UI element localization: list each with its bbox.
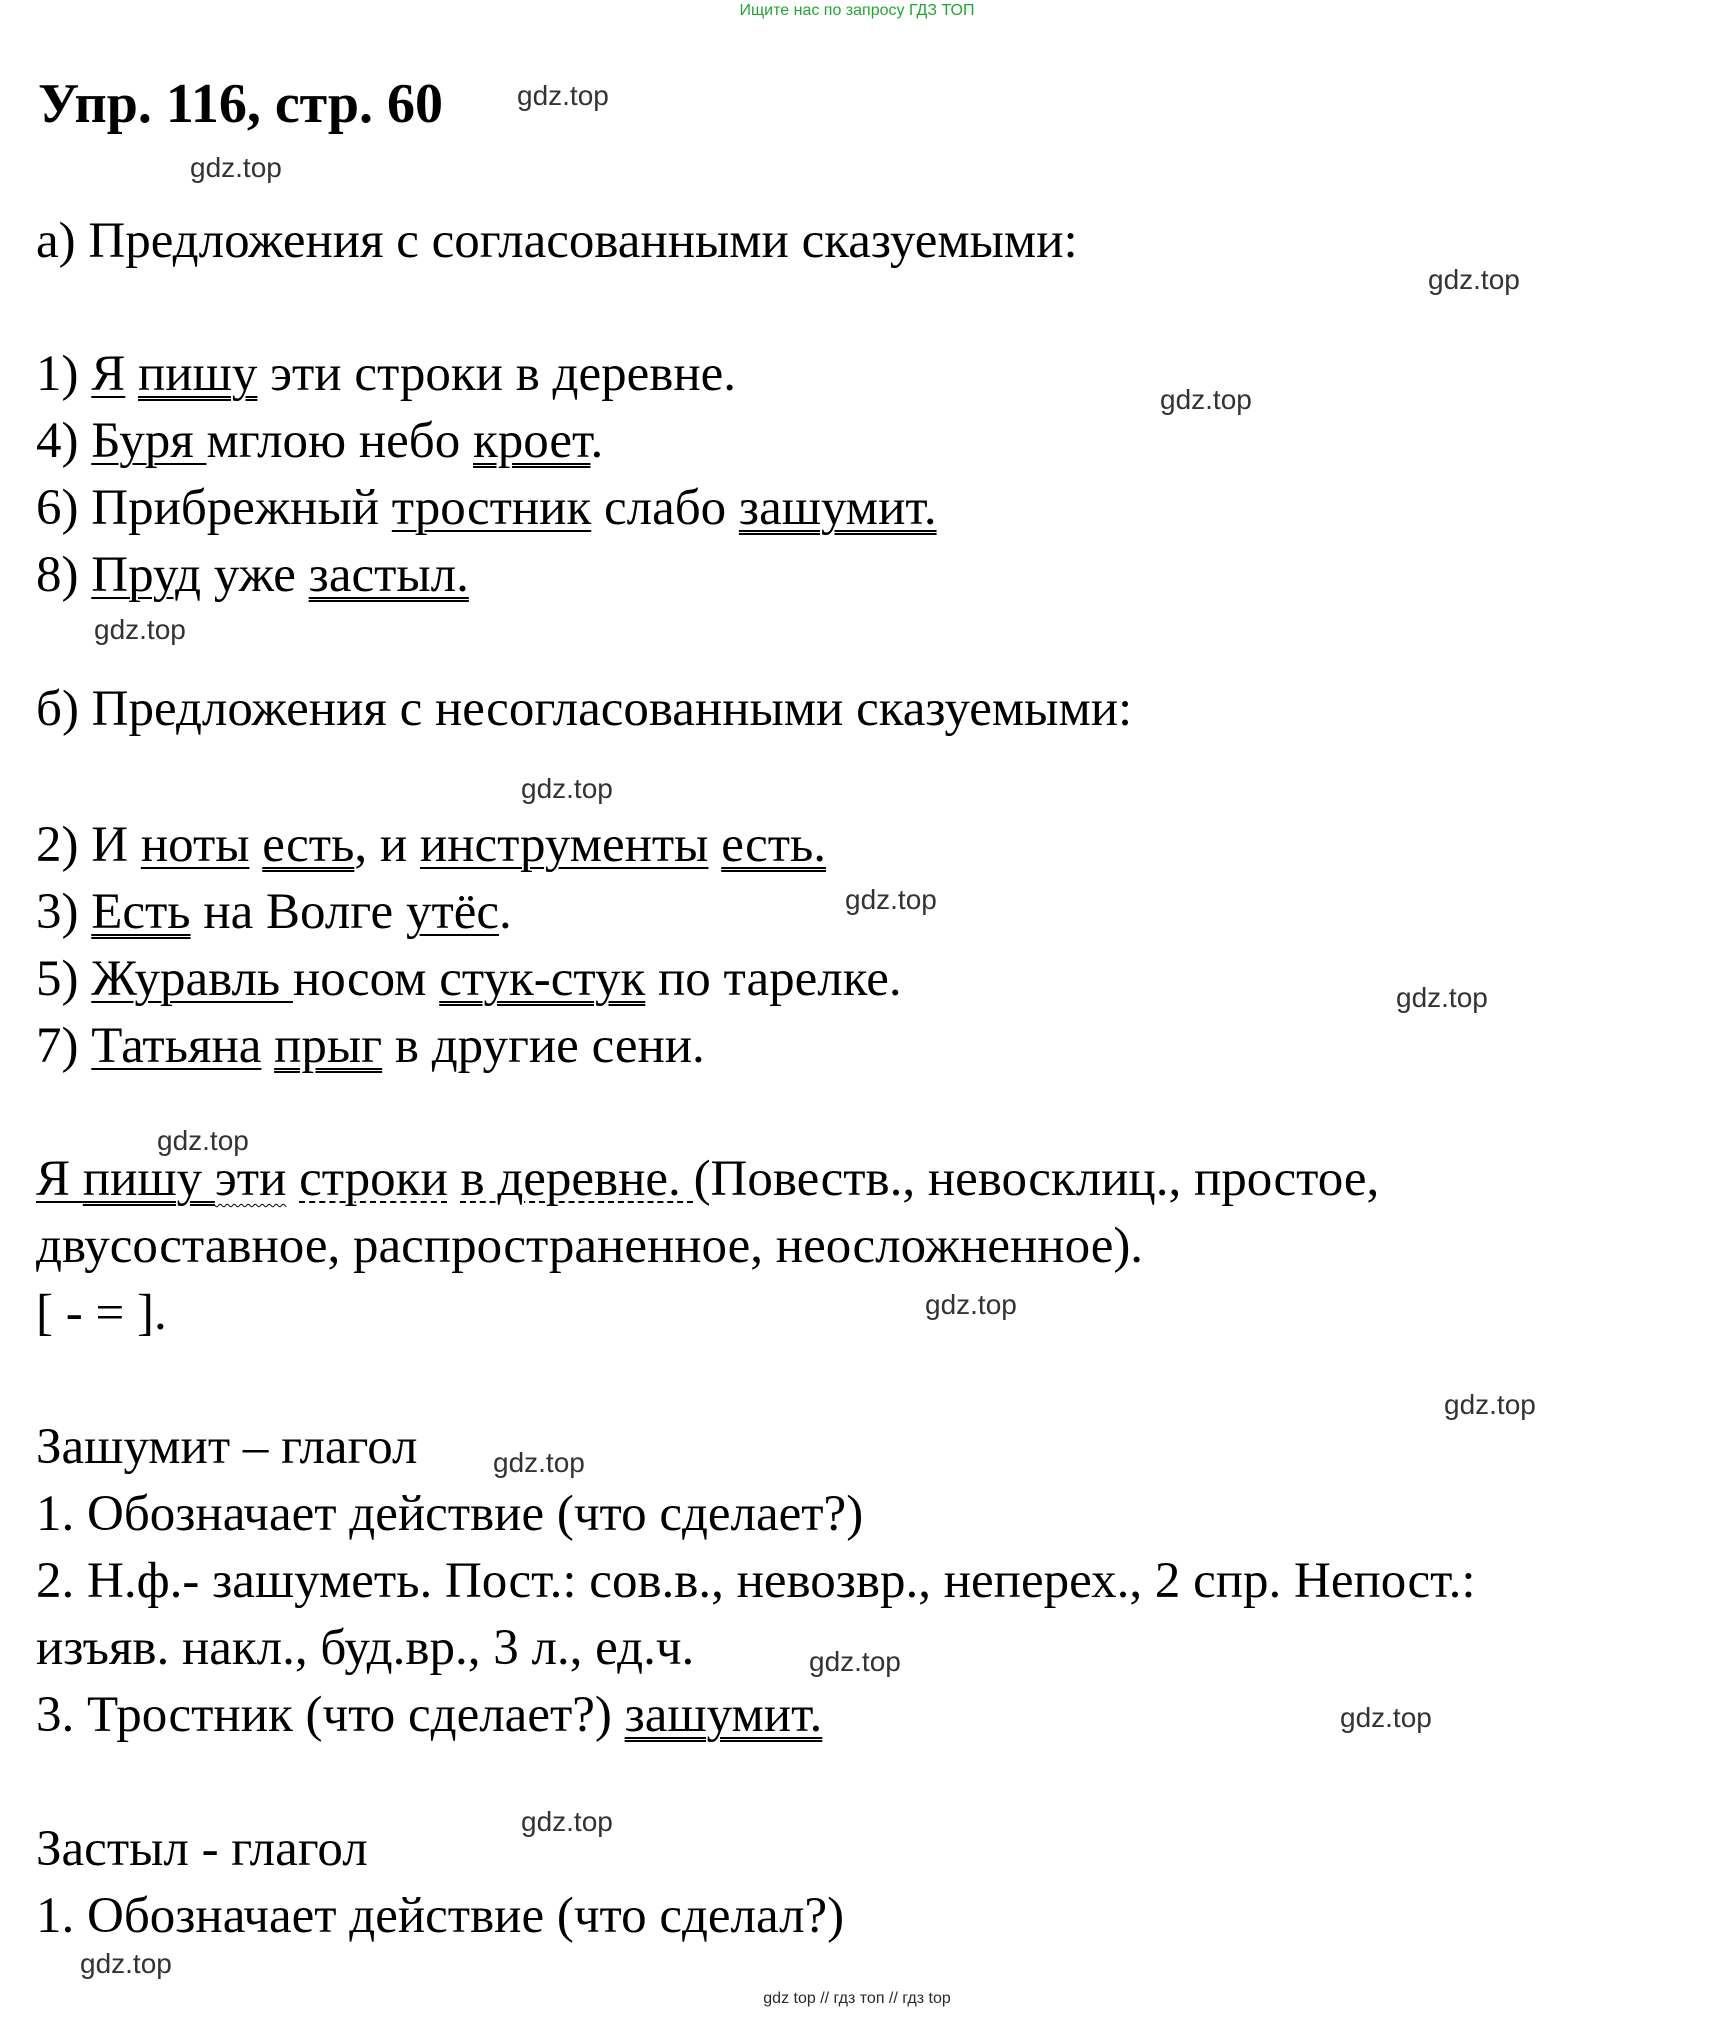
section-b-heading: б) Предложения с несогласованными сказуемыми: — [36, 681, 1133, 737]
sentence-analysis: Я пишу эти строки в деревне. (Повеств., невосклиц., простое, — [36, 1151, 1380, 1207]
watermark: gdz.top — [1160, 384, 1252, 415]
watermark: gdz.top — [1340, 1702, 1432, 1733]
watermark: gdz.top — [190, 152, 282, 183]
watermark: gdz.top — [157, 1125, 249, 1156]
watermark: gdz.top — [1396, 982, 1488, 1013]
verb1-heading: Зашумит – глагол — [36, 1419, 418, 1475]
verb2-line-1: 1. Обозначает действие (что сделал?) — [36, 1888, 845, 1944]
sentence-scheme: [ - = ]. — [36, 1285, 167, 1341]
watermark: gdz.top — [809, 1646, 901, 1677]
section-a-heading: а) Предложения с согласованными сказуемыми: — [36, 213, 1078, 269]
watermark: gdz.top — [517, 80, 609, 111]
watermark: gdz.top — [521, 773, 613, 804]
watermark: gdz.top — [1428, 264, 1520, 295]
verb1-line-4: 3. Тростник (что сделает?) зашумит. — [36, 1687, 823, 1743]
watermark: gdz.top — [925, 1289, 1017, 1320]
top-banner: Ищите нас по запросу ГДЗ ТОП — [739, 2, 975, 19]
watermark: gdz.top — [80, 1948, 172, 1979]
sentence-1: 1) Я пишу эти строки в деревне. — [36, 346, 737, 402]
sentence-8: 8) Пруд уже застыл. — [36, 547, 469, 603]
verb2-heading: Застыл - глагол — [36, 1821, 368, 1877]
watermark: gdz.top — [493, 1447, 585, 1478]
sentence-5: 5) Журавль носом стук-стук по тарелке. — [36, 951, 902, 1007]
bottom-banner: gdz top // гдз топ // гдз top — [763, 1990, 951, 2007]
sentence-3: 3) Есть на Волге утёс. — [36, 884, 512, 940]
exercise-title: Упр. 116, стр. 60 — [38, 73, 444, 135]
analysis-line-2: двусоставное, распространенное, неосложненное). — [36, 1218, 1144, 1274]
verb1-line-3: изъяв. накл., буд.вр., 3 л., ед.ч. — [36, 1620, 695, 1676]
sentence-2: 2) И ноты есть, и инструменты есть. — [36, 817, 827, 873]
verb1-line-2: 2. Н.ф.- зашуметь. Пост.: сов.в., невозвр., неперех., 2 спр. Непост.: — [36, 1553, 1476, 1609]
watermark: gdz.top — [521, 1806, 613, 1837]
sentence-7: 7) Татьяна прыг в другие сени. — [36, 1018, 705, 1074]
watermark: gdz.top — [1444, 1389, 1536, 1420]
verb1-line-1: 1. Обозначает действие (что сделает?) — [36, 1486, 864, 1542]
watermark: gdz.top — [845, 884, 937, 915]
sentence-6: 6) Прибрежный тростник слабо зашумит. — [36, 480, 937, 536]
watermark: gdz.top — [94, 614, 186, 645]
sentence-4: 4) Буря мглою небо кроет. — [36, 413, 604, 469]
